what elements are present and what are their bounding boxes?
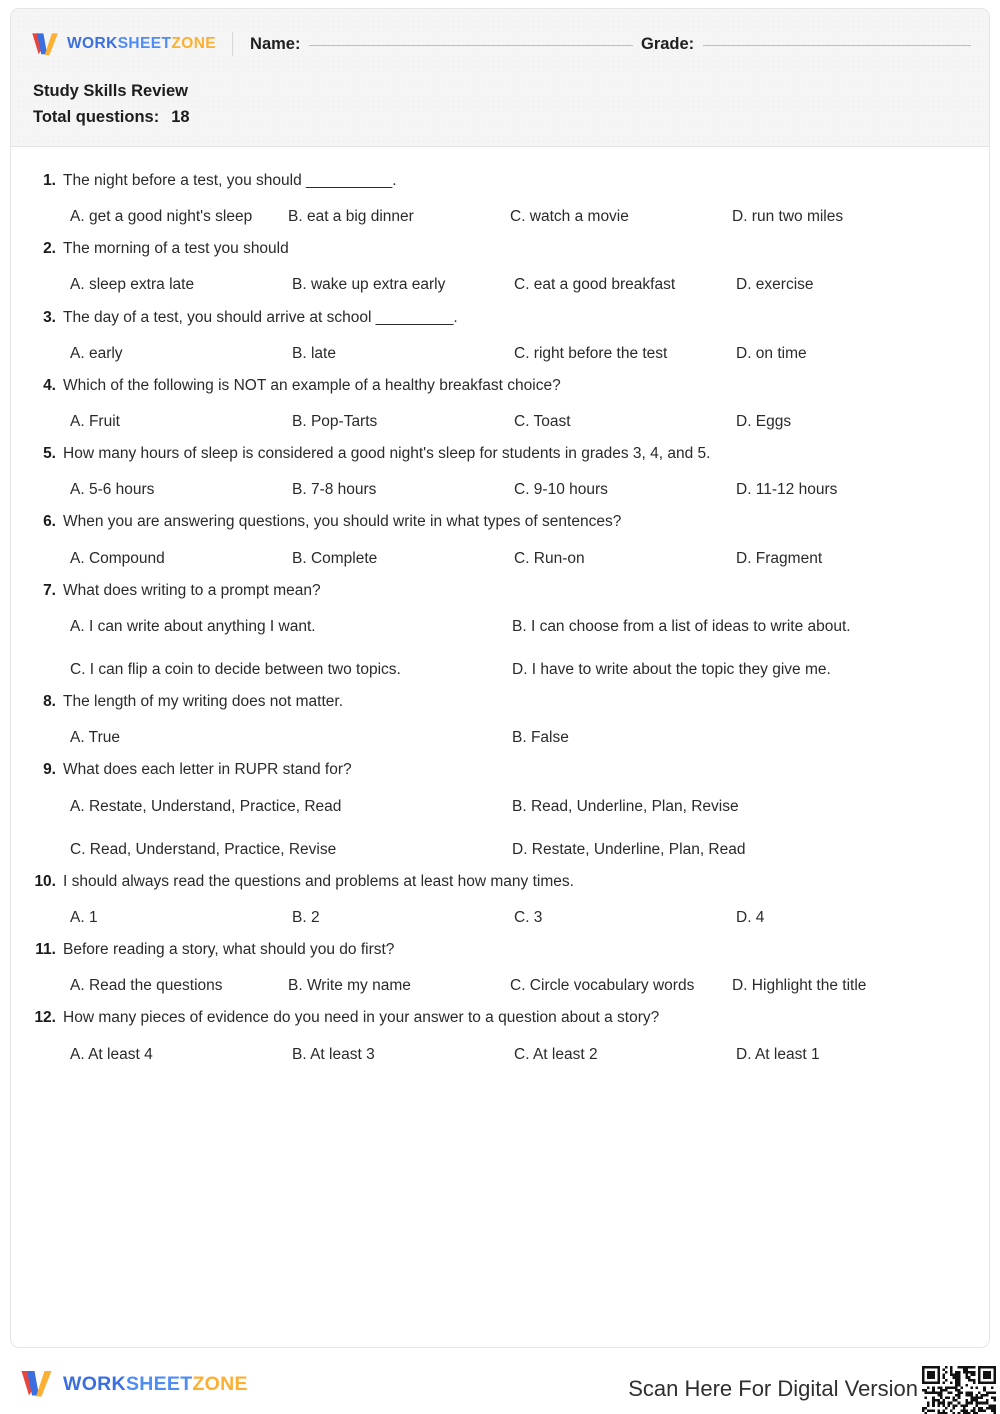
answer-option[interactable]: D. Restate, Underline, Plan, Read (512, 840, 746, 858)
answer-option[interactable]: D. Fragment (736, 549, 823, 567)
total-questions (33, 105, 190, 131)
question-number: 6. (43, 513, 56, 531)
answer-options (70, 275, 967, 295)
answer-options (70, 344, 967, 364)
question-item (33, 940, 967, 996)
question-number: 9. (43, 761, 56, 779)
answer-option[interactable]: B. 7-8 hours (292, 481, 377, 499)
question-text: What does each letter in RUPR stand for? (63, 761, 352, 779)
question-item (33, 760, 967, 859)
question-item (33, 872, 967, 928)
title-block (33, 79, 190, 130)
question-number: 1. (43, 172, 56, 189)
answer-option[interactable]: A. sleep extra late (70, 276, 195, 294)
answer-option[interactable]: C. 9-10 hours (514, 481, 608, 499)
answer-options (70, 412, 967, 432)
footer-brand-name (63, 1373, 248, 1396)
question-header (33, 760, 967, 780)
answer-option[interactable]: D. run two miles (732, 208, 844, 226)
question-number: 8. (43, 693, 56, 711)
question-item (33, 581, 967, 680)
question-number: 12. (34, 1009, 56, 1027)
answer-options (70, 1045, 967, 1065)
question-header (33, 1008, 967, 1028)
question-text: Before reading a story, what should you do first? (63, 941, 395, 959)
answer-option[interactable]: A. 5-6 hours (70, 481, 155, 499)
answer-option[interactable]: A. Restate, Understand, Practice, Read (70, 797, 342, 815)
answer-options (70, 207, 967, 227)
footer-brand-logo (20, 1368, 248, 1400)
question-header (33, 512, 967, 532)
question-header (33, 872, 967, 892)
question-number: 3. (43, 308, 56, 326)
question-text: What does writing to a prompt mean? (63, 581, 321, 599)
question-item (33, 692, 967, 748)
answer-option[interactable]: C. Read, Understand, Practice, Revise (70, 840, 337, 858)
answer-option[interactable]: B. Read, Underline, Plan, Revise (512, 797, 739, 815)
answer-option[interactable]: D. At least 1 (736, 1045, 820, 1063)
answer-option[interactable]: B. 2 (292, 908, 320, 926)
question-text: The night before a test, you should __________. (63, 172, 397, 189)
answer-option[interactable]: A. Read the questions (70, 977, 223, 995)
answer-option[interactable]: C. Run-on (514, 549, 585, 567)
name-label: Name: (250, 34, 301, 53)
question-item (33, 1008, 967, 1064)
question-header (33, 376, 967, 396)
question-header (33, 444, 967, 464)
question-item (33, 308, 967, 364)
answer-options (70, 797, 967, 860)
worksheet-card (10, 8, 990, 1348)
answer-option[interactable]: B. False (512, 729, 569, 747)
worksheet-footer (0, 1358, 1000, 1414)
brand-name-part3: ZONE (171, 35, 217, 52)
answer-option[interactable]: D. exercise (736, 276, 814, 294)
question-number: 4. (43, 376, 56, 394)
question-text: The length of my writing does not matter. (63, 693, 343, 711)
answer-option[interactable]: C. watch a movie (510, 208, 629, 226)
brand-logo (31, 31, 216, 58)
question-text: How many hours of sleep is considered a good night's sleep for students in grades 3, 4, and 5. (63, 445, 711, 463)
answer-option[interactable]: D. 11-12 hours (736, 481, 838, 499)
brand-name-part2: SHEET (117, 35, 172, 52)
header-top-row (31, 27, 971, 61)
answer-option[interactable]: C. I can flip a coin to decide between two topics. (70, 660, 401, 678)
answer-options (70, 549, 967, 569)
answer-options (70, 908, 967, 928)
question-number: 5. (43, 445, 56, 463)
answer-option[interactable]: D. I have to write about the topic they give me. (512, 660, 831, 678)
footer-brand-name-part1: WORK (63, 1372, 126, 1395)
answer-option[interactable]: D. Eggs (736, 412, 792, 430)
question-text: I should always read the questions and problems at least how many times. (63, 872, 574, 890)
answer-option[interactable]: B. I can choose from a list of ideas to write about. (512, 617, 851, 635)
answer-option[interactable]: A. I can write about anything I want. (70, 617, 316, 635)
question-header (33, 239, 967, 259)
worksheet-title: Study Skills Review (33, 82, 188, 100)
question-header (33, 940, 967, 960)
answer-options (70, 976, 967, 996)
answer-option[interactable]: A. get a good night's sleep (70, 208, 253, 226)
question-header (33, 171, 967, 191)
footer-brand-name-part2: SHEET (125, 1372, 193, 1395)
question-header (33, 692, 967, 712)
worksheetzone-logo-icon (20, 1368, 54, 1400)
question-number: 2. (43, 240, 56, 258)
answer-option[interactable]: C. Circle vocabulary words (510, 977, 695, 995)
question-item (33, 444, 967, 500)
question-text: Which of the following is NOT an example of a healthy breakfast choice? (63, 376, 561, 394)
scan-here-text: Scan Here For Digital Version (628, 1376, 918, 1401)
answer-option[interactable]: B. eat a big dinner (288, 208, 414, 226)
answer-option[interactable]: C. 3 (514, 908, 543, 926)
header-divider (232, 32, 233, 56)
question-item (33, 171, 967, 227)
question-text: The morning of a test you should (63, 240, 289, 258)
name-input[interactable] (309, 45, 633, 46)
question-header (33, 308, 967, 328)
answer-option[interactable]: A. At least 4 (70, 1045, 153, 1063)
answer-option[interactable]: B. Write my name (288, 977, 411, 995)
question-item (33, 376, 967, 432)
answer-option[interactable]: A. 1 (70, 908, 98, 926)
answer-options (70, 728, 967, 748)
question-number: 7. (43, 581, 56, 599)
question-text: How many pieces of evidence do you need in your answer to a question about a story? (63, 1009, 660, 1027)
question-text: The day of a test, you should arrive at school _________. (63, 308, 458, 326)
brand-name-part1: WORK (67, 35, 118, 52)
answer-option[interactable]: C. eat a good breakfast (514, 276, 676, 294)
answer-option[interactable]: B. Complete (292, 549, 378, 567)
answer-option[interactable]: C. Toast (514, 412, 571, 430)
total-questions-count: 18 (171, 107, 190, 126)
qr-code-icon[interactable] (922, 1366, 996, 1414)
total-questions-label: Total questions: (33, 107, 160, 126)
grade-field-group (641, 35, 971, 54)
answer-option[interactable]: C. right before the test (514, 344, 668, 362)
footer-brand-name-part3: ZONE (192, 1372, 248, 1395)
question-item (33, 239, 967, 295)
question-header (33, 581, 967, 601)
question-item (33, 512, 967, 568)
answer-option[interactable]: A. early (70, 344, 123, 362)
grade-input[interactable] (703, 45, 971, 46)
answer-option[interactable]: D. Highlight the title (732, 977, 867, 995)
question-number: 11. (35, 941, 56, 959)
questions-list (11, 147, 989, 1065)
answer-options (70, 480, 967, 500)
answer-option[interactable]: A. True (70, 729, 120, 747)
answer-option[interactable]: A. Compound (70, 549, 165, 567)
answer-option[interactable]: D. 4 (736, 908, 765, 926)
question-number: 10. (34, 872, 56, 890)
name-field-group (250, 35, 633, 54)
question-text: When you are answering questions, you should write in what types of sentences? (63, 513, 622, 531)
answer-option[interactable]: D. on time (736, 344, 807, 362)
answer-option[interactable]: B. late (292, 344, 336, 362)
answer-option[interactable]: B. At least 3 (292, 1045, 375, 1063)
answer-option[interactable]: C. At least 2 (514, 1045, 598, 1063)
answer-option[interactable]: B. wake up extra early (292, 276, 446, 294)
answer-option[interactable]: B. Pop-Tarts (292, 412, 378, 430)
answer-option[interactable]: A. Fruit (70, 412, 120, 430)
answer-options (70, 617, 967, 680)
worksheetzone-logo-icon (31, 31, 60, 58)
worksheet-header (11, 9, 989, 147)
grade-label: Grade: (641, 34, 695, 53)
brand-name (67, 35, 216, 53)
